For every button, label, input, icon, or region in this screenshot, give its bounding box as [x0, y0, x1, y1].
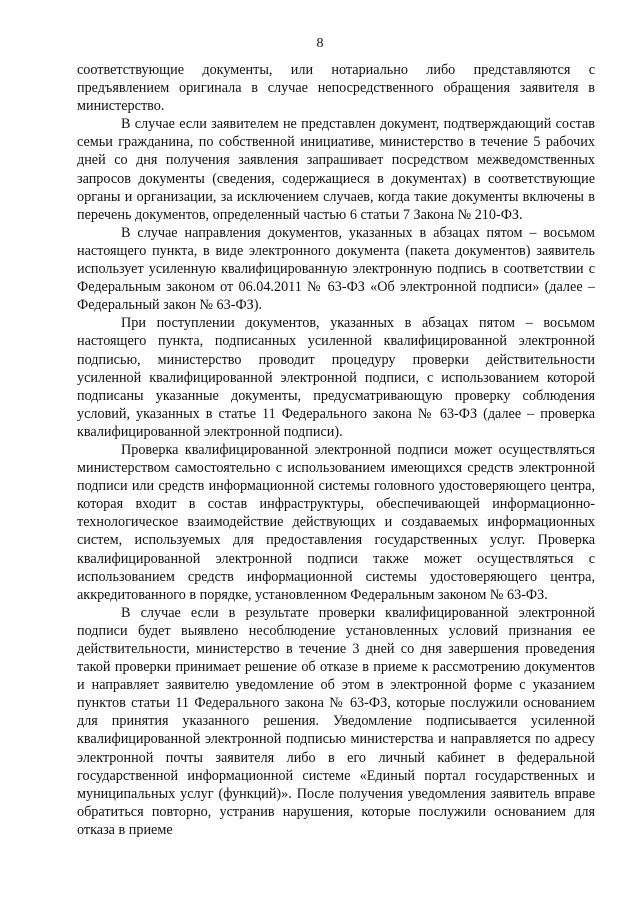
paragraph-refusal-notice: В случае если в результате проверки квалифицированной электронной подписи будет выявлено несоблюдение установленных условий признания ее действительности, министерство в течение 3 дней со дня завершения проведения такой проверки принимает решение об отказе в приеме к рассмотрению документов и направляет заявителю уведомление об этом в электронной форме с указанием пунктов статьи 11 Федерального закона № 63-ФЗ, которые послужили основанием для принятия указанного решения. Уведомление подписывается усиленной квалифицированной электронной подписью министерства и направляется по адресу электронной почты заявителя либо в его личный кабинет в федеральной государственной информационной системе «Единый портал государственных и муниципальных услуг (функций)». После получения уведомления заявитель вправе обратиться повторно, устранив нарушения, которые послужили основанием для отказа в приеме — [77, 604, 595, 838]
paragraph-family-composition: В случае если заявителем не представлен документ, подтверждающий состав семьи гражданина, по собственной инициативе, министерство в течение 5 рабочих дней со дня получения заявления запрашивает посредством межведомственных запросов документы (сведения, содержащиеся в документах) в соответствующие органы и организации, за исключением случаев, когда такие документы включены в перечень документов, определенный частью 6 статьи 7 Закона № 210-ФЗ. — [77, 116, 595, 223]
document-body — [77, 61, 595, 839]
page-number: 8 — [316, 36, 324, 51]
paragraph-electronic-submission: В случае направления документов, указанных в абзацах пятом – восьмом настоящего пункта, в виде электронного документа (пакета документов) заявитель использует усиленную квалифицированную электронную подпись в соответствии с Федеральным законом от 06.04.2011 № 63-ФЗ «Об электронной подписи» (далее – Федеральный закон № 63-ФЗ). — [77, 224, 595, 314]
paragraph-continuation: соответствующие документы, или нотариально либо представляются с предъявлением оригинала в случае непосредственного обращения заявителя в министерство. — [77, 62, 595, 115]
paragraph-verification-means: Проверка квалифицированной электронной подписи может осуществляться министерством самостоятельно с использованием имеющихся средств электронной подписи или средств информационной системы головного удостоверяющего центра, которая входит в состав инфраструктуры, обеспечивающей информационно-технологическое взаимодействие действующих и создаваемых информационных систем, используемых для предоставления государственных услуг. Проверка квалифицированной электронной подписи также может осуществляться с использованием средств информационной системы удостоверяющего центра, аккредитованного в порядке, установленном Федеральным законом № 63-ФЗ. — [77, 441, 595, 603]
paragraph-signature-verification: При поступлении документов, указанных в абзацах пятом – восьмом настоящего пункта, подписанных усиленной квалифицированной электронной подписью, министерство проводит процедуру проверки действительности усиленной квалифицированной электронной подписи, с использованием которой подписаны указанные документы, предусматривающую проверку соблюдения условий, указанных в статье 11 Федерального закона № 63-ФЗ (далее – проверка квалифицированной электронной подписи). — [77, 315, 595, 440]
